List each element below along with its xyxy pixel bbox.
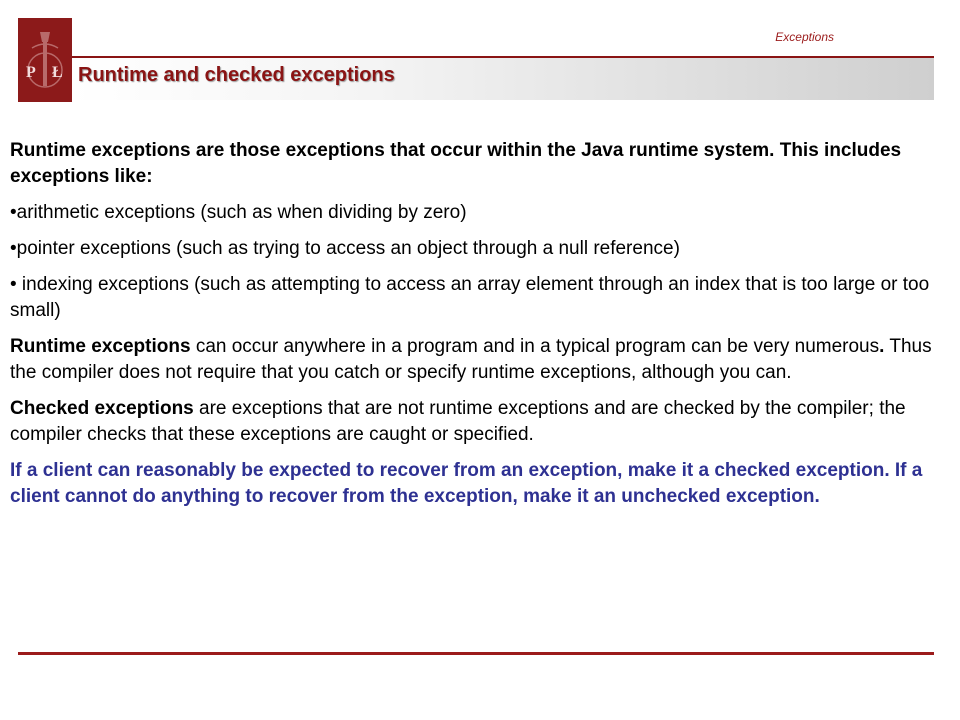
slide-title: Runtime and checked exceptions	[78, 64, 395, 86]
checked-text: are exceptions that are not runtime exceptions and are checked by the compiler; the compiler checks that these exceptions are caught or specified.	[10, 398, 906, 445]
advice-paragraph: If a client can reasonably be expected to recover from an exception, make it a checked exception. If a client cannot do anything to recover from the exception, make it an unchecked exception.	[10, 460, 923, 507]
runtime-term: Runtime exceptions	[10, 336, 191, 357]
svg-text:P: P	[26, 64, 36, 81]
checked-term: Checked exceptions	[10, 398, 194, 419]
bullet-arithmetic: •arithmetic exceptions (such as when dividing by zero)	[10, 202, 467, 223]
footer-divider	[18, 652, 934, 655]
runtime-period: .	[879, 336, 885, 357]
svg-text:Ł: Ł	[52, 64, 63, 81]
slide-content	[10, 138, 940, 520]
runtime-text-2: Thus the compiler does not require that you catch or specify runtime exceptions, although you can.	[10, 336, 932, 383]
university-logo-icon	[18, 18, 72, 102]
logo	[18, 18, 72, 102]
runtime-text: can occur anywhere in a program and in a typical program can be very numerous	[190, 336, 880, 357]
bullet-pointer: •pointer exceptions (such as trying to access an object through a null reference)	[10, 238, 680, 259]
intro-paragraph: Runtime exceptions are those exceptions that occur within the Java runtime system. This includes exceptions like:	[10, 140, 902, 187]
bullet-indexing: • indexing exceptions (such as attempting to access an array element through an index that is too large or too small)	[10, 274, 930, 321]
runtime-paragraph	[10, 334, 940, 386]
section-label: Exceptions	[775, 30, 834, 44]
checked-paragraph	[10, 396, 940, 448]
